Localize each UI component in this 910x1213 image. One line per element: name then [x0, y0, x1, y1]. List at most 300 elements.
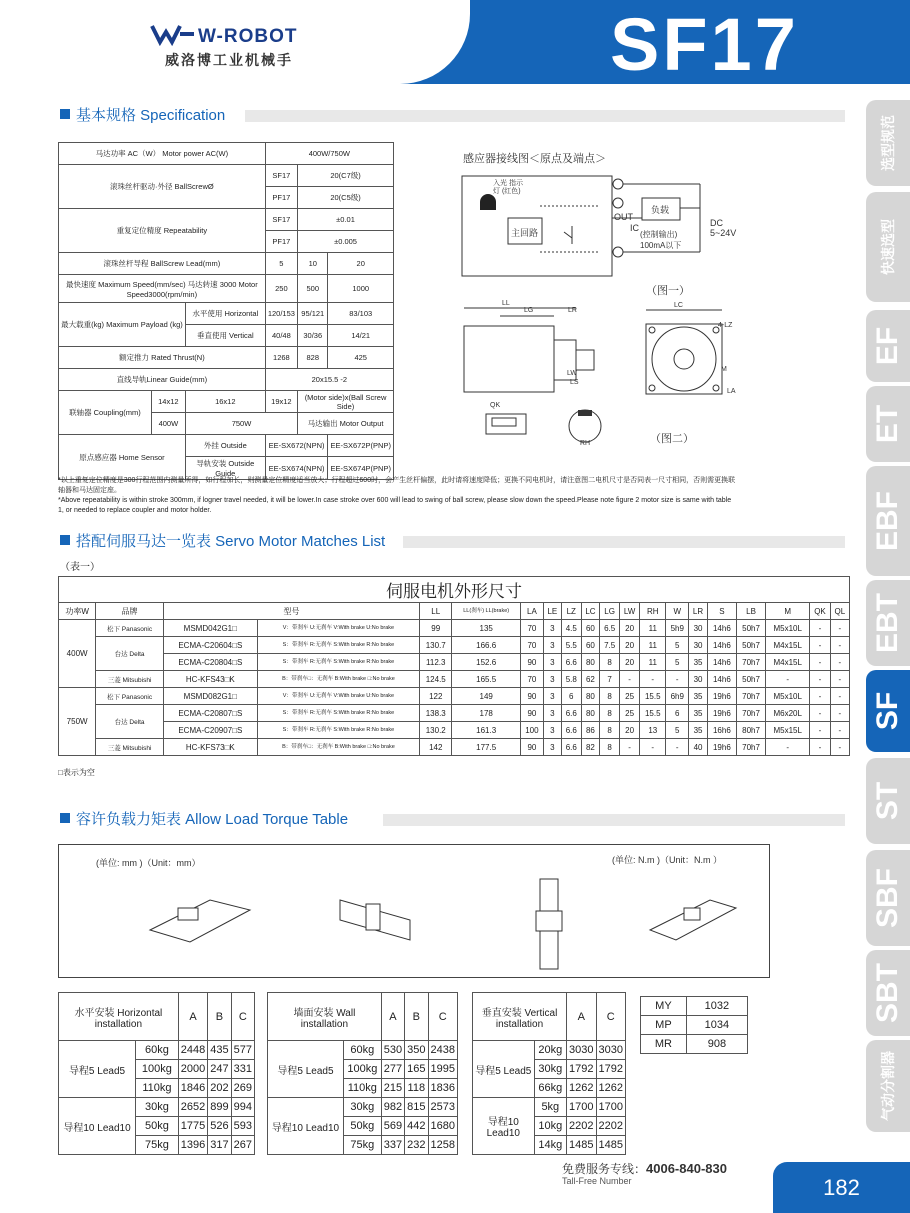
- servo-cell: S：带刹车 R:无刹车 S:With brake R:No brake: [257, 722, 419, 739]
- tab-sf[interactable]: SF: [866, 670, 910, 752]
- load-cell: 2202: [567, 1117, 596, 1136]
- load-cell: 1485: [596, 1136, 626, 1155]
- servo-cell: 60: [581, 620, 600, 637]
- load-cell: 10kg: [534, 1117, 566, 1136]
- load-cell: 1396: [178, 1136, 207, 1155]
- servo-cell: 5: [666, 654, 689, 671]
- load-cell: 350: [405, 1041, 428, 1060]
- servo-cell: V：带刹车 U:无刹车 V:With brake U:No brake: [257, 688, 419, 705]
- servo-cell: -: [830, 620, 849, 637]
- moment-table: [640, 996, 748, 1054]
- servo-row: [59, 637, 850, 654]
- servo-cell: 20: [620, 637, 640, 654]
- servo-cell: 70h7: [736, 705, 765, 722]
- servo-cell: ECMA-C20604□S: [163, 637, 257, 654]
- robot-logo-icon: [150, 22, 198, 46]
- servo-header-cell: LG: [600, 603, 620, 620]
- lead-label: 导程5 Lead5: [473, 1041, 535, 1098]
- vertical-mount-drawing: [520, 875, 580, 975]
- servo-cell: 5h9: [666, 620, 689, 637]
- moment-cell: 1032: [686, 997, 747, 1016]
- load-row: [59, 1041, 255, 1060]
- moment-cell: MP: [641, 1016, 687, 1035]
- load-cell: 994: [231, 1098, 254, 1117]
- servo-cell: 7.5: [600, 637, 620, 654]
- servo-cell: -: [830, 637, 849, 654]
- servo-cell: 149: [452, 688, 521, 705]
- servo-cell: 80: [581, 688, 600, 705]
- load-cell: 165: [405, 1060, 428, 1079]
- servo-cell: HC-KFS43□K: [163, 671, 257, 688]
- servo-cell: 82: [581, 739, 600, 756]
- servo-cell: 90: [520, 688, 543, 705]
- load-cell: 100kg: [343, 1060, 381, 1079]
- servo-cell: -: [830, 688, 849, 705]
- servo-cell: 台达 Delta: [96, 705, 164, 739]
- servo-cell: 400W: [59, 620, 96, 688]
- servo-cell: 6.6: [561, 722, 581, 739]
- servo-cell: 161.3: [452, 722, 521, 739]
- load-cell: 14kg: [534, 1136, 566, 1155]
- servo-cell: 130.7: [420, 637, 452, 654]
- horizontal-load-table: 水平安装 Horizontal installation A B C 导程5 Lead5 60kg 2448 435 577 100kg 2000 247 331 110kg 1846 202 269 导程10 Lead10 30kg 2652 899 994 50kg 1775 526 593 75kg 1396 317 267: [58, 992, 255, 1155]
- servo-cell: 35: [689, 654, 708, 671]
- load-cell: 50kg: [136, 1117, 179, 1136]
- servo-cell: 14h6: [707, 654, 736, 671]
- servo-cell: 80: [581, 705, 600, 722]
- tab-selection-spec[interactable]: 选型规范: [866, 100, 910, 186]
- servo-cell: 70h7: [736, 654, 765, 671]
- servo-cell: 5.8: [561, 671, 581, 688]
- servo-cell: 6.6: [561, 739, 581, 756]
- servo-cell: 100: [520, 722, 543, 739]
- logo-text: W-ROBOT: [198, 26, 298, 47]
- servo-cell: -: [620, 671, 640, 688]
- servo-cell: 16h6: [707, 722, 736, 739]
- servo-cell: 3: [543, 671, 561, 688]
- wall-mount-drawing: [330, 880, 430, 950]
- load-cell: 1792: [567, 1060, 596, 1079]
- moment-cell: 1034: [686, 1016, 747, 1035]
- servo-row: [59, 654, 850, 671]
- servo-cell: 5.5: [561, 637, 581, 654]
- servo-cell: 40: [689, 739, 708, 756]
- servo-cell: 松下 Panasonic: [96, 620, 164, 637]
- tab-et[interactable]: ET: [866, 386, 910, 462]
- load-row: [473, 1041, 626, 1060]
- load-cell: 526: [208, 1117, 231, 1136]
- servo-cell: 90: [520, 739, 543, 756]
- servo-cell: -: [830, 671, 849, 688]
- servo-cell: -: [766, 739, 810, 756]
- servo-cell: 6: [561, 688, 581, 705]
- lead-label: 导程5 Lead5: [59, 1041, 136, 1098]
- load-cell: 30kg: [136, 1098, 179, 1117]
- servo-cell: 3: [543, 688, 561, 705]
- servo-cell: 25: [620, 688, 640, 705]
- load-cell: 75kg: [343, 1136, 381, 1155]
- servo-cell: M6x20L: [766, 705, 810, 722]
- servo-header-cell: 品牌: [96, 603, 164, 620]
- servo-cell: -: [810, 688, 830, 705]
- load-cell: 247: [208, 1060, 231, 1079]
- servo-cell: 6.5: [600, 620, 620, 637]
- moment-row: [641, 997, 748, 1016]
- load-cell: 1485: [567, 1136, 596, 1155]
- servo-cell: 70h7: [736, 688, 765, 705]
- servo-cell: ECMA-C20807□S: [163, 705, 257, 722]
- servo-row: [59, 620, 850, 637]
- load-cell: 60kg: [343, 1041, 381, 1060]
- load-cell: 3030: [596, 1041, 626, 1060]
- servo-cell: M5x10L: [766, 688, 810, 705]
- notes: *以上重复定位精度是300行程范围内测量所得，如行程加长，则测量定位精度适当放大；行程超过600时，会产生丝杆偏摆，此时请将速度降低；更换不同电机时，请注意图二电机尺寸是否同表一尺寸相同，否则需更换联轴器和马达固定座。 *Above repeatability is within stroke 300mm, if logner travel needed, it will be lower.In case stroke over 600 will lead to swing of ball screw, please slow down the speed.Please note figure 2 motor size is same with table 1, or needed to replace coupler and motor holder.: [58, 477, 736, 514]
- section-bar: [383, 814, 845, 826]
- servo-cell: -: [810, 739, 830, 756]
- tab-ebt[interactable]: EBT: [866, 580, 910, 666]
- servo-row: [59, 688, 850, 705]
- load-cell: 100kg: [136, 1060, 179, 1079]
- servo-cell: 70h7: [736, 739, 765, 756]
- servo-cell: 8: [600, 722, 620, 739]
- load-cell: 331: [231, 1060, 254, 1079]
- load-cell: 1262: [596, 1079, 626, 1098]
- servo-cell: 135: [452, 620, 521, 637]
- servo-cell: 三菱 Mitsubishi: [96, 671, 164, 688]
- servo-cell: 3: [543, 705, 561, 722]
- servo-cell: B：带刹车□：无刹车 B:With brake □:No brake: [257, 739, 419, 756]
- servo-cell: 50h7: [736, 671, 765, 688]
- servo-cell: 11: [640, 654, 666, 671]
- load-cell: 2652: [178, 1098, 207, 1117]
- section-load-title: 容许负载力矩表 Allow Load Torque Table: [60, 809, 348, 827]
- servo-header-cell: LE: [543, 603, 561, 620]
- servo-cell: -: [810, 620, 830, 637]
- load-cell: 2000: [178, 1060, 207, 1079]
- page-number: 182: [773, 1162, 910, 1213]
- servo-cell: S：带刹车 R:无刹车 S:With brake R:No brake: [257, 637, 419, 654]
- servo-cell: -: [830, 705, 849, 722]
- servo-cell: 4.5: [561, 620, 581, 637]
- load-cell: 3030: [567, 1041, 596, 1060]
- load-cell: 215: [381, 1079, 404, 1098]
- servo-cell: 3: [543, 637, 561, 654]
- wall-load-table: 墙面安装 Wall installation A B C 导程5 Lead5 60kg 530 350 2438 100kg 277 165 1995 110kg 215 118 1836 导程10 Lead10 30kg 982 815 2573 50kg 569 442 1680 75kg 337 232 1258: [267, 992, 458, 1155]
- moment-cell: MR: [641, 1035, 687, 1054]
- moment-row: [641, 1035, 748, 1054]
- servo-cell: 178: [452, 705, 521, 722]
- load-row: [473, 1098, 626, 1117]
- servo-cell: -: [810, 671, 830, 688]
- servo-cell: 台达 Delta: [96, 637, 164, 671]
- servo-cell: -: [766, 671, 810, 688]
- load-row: [268, 1098, 458, 1117]
- servo-cell: MSMD082G1□: [163, 688, 257, 705]
- load-cell: 1680: [428, 1117, 458, 1136]
- spec-table: 马达功率 AC（W） Motor power AC(W) 400W/750W 滚珠丝杆驱动·外径 BallScrewØ SF17 20(C7级) PF17 20(C5级) 重复定位精度 Repeatability SF17 ±0.01 PF17 ±0.005 滚珠丝杆导程 BallScrew Lead(mm) 5 10 20 最快速度 Maximum Speed(mm/sec) 马达转速 3000 Motor Speed3000(rpm/min) 250 500 1000 最大载重(kg) Maximum Payload (kg) 水平使用 Horizontal 120/153 95/121 83/103 垂直使用 Vertical 40/48 30/36 14/21 额定推力 Rated Thrust(N) 1268 828 425 直线导轨Linear Guide(mm) 20x15.5 -2 联轴器 Coupling(mm) 14x12 16x12 19x12 (Motor side)x(Ball Screw Side) 400W 750W 马达输出 Motor Output 原点感应器 Home Sensor 外挂 Outside EE-SX672(NPN) EE-SX672P(PNP) 导轨安装 Outside Guide EE-SX674(NPN) EE-SX674P(PNP): [58, 142, 394, 480]
- servo-cell: 30: [689, 671, 708, 688]
- servo-cell: 13: [640, 722, 666, 739]
- load-cell: 1700: [596, 1098, 626, 1117]
- load-cell: 30kg: [534, 1060, 566, 1079]
- servo-cell: 20: [620, 620, 640, 637]
- load-cell: 442: [405, 1117, 428, 1136]
- load-cell: 1995: [428, 1060, 458, 1079]
- servo-row: [59, 705, 850, 722]
- tollfree-label: Tall-Free Number: [562, 1176, 632, 1186]
- load-cell: 2448: [178, 1041, 207, 1060]
- load-cell: 267: [231, 1136, 254, 1155]
- lead-label: 导程10 Lead10: [473, 1098, 535, 1155]
- servo-cell: 20: [620, 722, 640, 739]
- load-row: [59, 1098, 255, 1117]
- servo-cell: 70: [520, 637, 543, 654]
- section-bar: [245, 110, 845, 122]
- tab-pneumatic[interactable]: 气动分割器: [866, 1040, 910, 1132]
- servo-cell: ECMA-C20804□S: [163, 654, 257, 671]
- servo-cell: 8: [600, 654, 620, 671]
- servo-cell: -: [666, 671, 689, 688]
- servo-cell: 20: [620, 654, 640, 671]
- servo-cell: 112.3: [420, 654, 452, 671]
- servo-cell: 90: [520, 705, 543, 722]
- servo-cell: 138.3: [420, 705, 452, 722]
- servo-cell: 6: [666, 705, 689, 722]
- servo-cell: 35: [689, 688, 708, 705]
- load-cell: 1262: [567, 1079, 596, 1098]
- servo-header-cell: S: [707, 603, 736, 620]
- moment-cell: 908: [686, 1035, 747, 1054]
- lead-label: 导程10 Lead10: [59, 1098, 136, 1155]
- servo-cell: 3: [543, 654, 561, 671]
- servo-cell: 90: [520, 654, 543, 671]
- servo-cell: 166.6: [452, 637, 521, 654]
- servo-cell: 7: [600, 671, 620, 688]
- servo-motor-table: 伺服电机外形尺寸 功率W 品牌 型号 LL LL(刹车) LL(brake) LA LE LZ LC LG LW RH W LR S LB M QK QL 400W 松下 Panasonic MSMD042G1□ V：带刹车 U:无刹车 V:With brake U:No brake 99 135 70 3 4.5 60 6.5 20 11 5h9 30 14h6 50h7 M5x10L - - 台达 Delta ECMA-C20604□S S：带刹车 R:无刹车 S:With brake R:No brake 130.7 166.6 70 3 5.5 60 7.5 20 11 5 30 14h6 50h7 M4x15L - - ECMA-C20804□S S：带刹车 R:无刹车 S:With brake R:No brake 112.3 152.6 90 3 6.6 80 8 20 11 5 35 14h6 70h7 M4x15L - - 三菱 Mitsubishi HC-KFS43□K B：带刹车□：无刹车 B:With brake □:No brake 124.5 165.5 70 3 5.8 62 7 - - - 30 14h6 50h7 - - - 750W 松下 Panasonic MSMD082G1□ V：带刹车 U:无刹车 V:With brake U:No brake 122 149 90 3 6 80 8 25 15.5 6h9 35 19h6 70h7 M5x10L - - 台达 Delta ECMA-C20807□S S：带刹车 R:无刹车 S:With brake R:No brake 138.3 178 90 3 6.6 80 8 25 15.5 6 35 19h6 70h7 M6x20L - - ECMA-C20907□S S：带刹车 R:无刹车 S:With brake R:No brake 130.2 161.3 100 3 6.6 86 8 20 13 5 35 16h6 80h7 M5x15L - - 三菱 Mitsubishi HC-KFS73□K B：带刹车□：无刹车 B:With brake □:No brake 142 177.5 90 3 6.6 82 8 - - - 40 19h6 70h7 - - -: [58, 576, 850, 756]
- servo-cell: 14h6: [707, 671, 736, 688]
- load-cell: 1792: [596, 1060, 626, 1079]
- servo-cell: -: [810, 705, 830, 722]
- servo-cell: 8: [600, 705, 620, 722]
- servo-cell: 15.5: [640, 705, 666, 722]
- servo-cell: 62: [581, 671, 600, 688]
- servo-row: [59, 722, 850, 739]
- servo-cell: ECMA-C20907□S: [163, 722, 257, 739]
- servo-cell: 50h7: [736, 620, 765, 637]
- servo-cell: 177.5: [452, 739, 521, 756]
- horizontal-mount-drawing: [140, 880, 260, 950]
- load-cell: 60kg: [136, 1041, 179, 1060]
- moment-row: [641, 1016, 748, 1035]
- servo-cell: 25: [620, 705, 640, 722]
- load-cell: 75kg: [136, 1136, 179, 1155]
- load-cell: 118: [405, 1079, 428, 1098]
- servo-cell: -: [810, 637, 830, 654]
- servo-cell: -: [810, 654, 830, 671]
- servo-cell: 152.6: [452, 654, 521, 671]
- tab-st[interactable]: ST: [866, 758, 910, 844]
- servo-header-cell: W: [666, 603, 689, 620]
- tab-ef[interactable]: EF: [866, 310, 910, 382]
- load-cell: 1836: [428, 1079, 458, 1098]
- load-cell: 2573: [428, 1098, 458, 1117]
- servo-cell: 30: [689, 620, 708, 637]
- load-cell: 982: [381, 1098, 404, 1117]
- servo-cell: 70: [520, 671, 543, 688]
- servo-header-cell: LL: [420, 603, 452, 620]
- load-cell: 5kg: [534, 1098, 566, 1117]
- servo-header-cell: LL(刹车) LL(brake): [452, 603, 521, 620]
- servo-cell: S：带刹车 R:无刹车 S:With brake R:No brake: [257, 705, 419, 722]
- servo-header-cell: 功率W: [59, 603, 96, 620]
- moment-drawing: [640, 880, 740, 950]
- load-cell: 1700: [567, 1098, 596, 1117]
- servo-header-cell: LB: [736, 603, 765, 620]
- tab-sbt[interactable]: SBT: [866, 950, 910, 1036]
- load-cell: 577: [231, 1041, 254, 1060]
- load-cell: 66kg: [534, 1079, 566, 1098]
- servo-cell: 35: [689, 705, 708, 722]
- servo-cell: 5: [666, 722, 689, 739]
- load-cell: 530: [381, 1041, 404, 1060]
- lead-label: 导程10 Lead10: [268, 1098, 344, 1155]
- load-cell: 30kg: [343, 1098, 381, 1117]
- servo-cell: 50h7: [736, 637, 765, 654]
- servo-cell: 6h9: [666, 688, 689, 705]
- model-title: SF17: [610, 3, 799, 86]
- logo-cn: 威洛博工业机械手: [165, 52, 293, 68]
- servo-cell: 6.6: [561, 705, 581, 722]
- load-cell: 1846: [178, 1079, 207, 1098]
- servo-header-cell: LC: [581, 603, 600, 620]
- lead-label: 导程5 Lead5: [268, 1041, 344, 1098]
- servo-header-cell: QK: [810, 603, 830, 620]
- vertical-load-table: 垂直安装 Vertical installation A C 导程5 Lead5 20kg 3030 3030 30kg 1792 1792 66kg 1262 1262 导程10 Lead10 5kg 1700 1700 10kg 2202 2202 14kg 1485 1485: [472, 992, 626, 1155]
- servo-cell: 14h6: [707, 620, 736, 637]
- servo-cell: 80h7: [736, 722, 765, 739]
- servo-header-cell: LZ: [561, 603, 581, 620]
- servo-cell: 165.5: [452, 671, 521, 688]
- load-cell: 2202: [596, 1117, 626, 1136]
- servo-cell: -: [620, 739, 640, 756]
- motor-front-drawing: [630, 300, 750, 400]
- servo-cell: 122: [420, 688, 452, 705]
- servo-cell: 11: [640, 637, 666, 654]
- load-cell: 232: [405, 1136, 428, 1155]
- servo-cell: -: [830, 722, 849, 739]
- section-bar: [403, 536, 845, 548]
- servo-cell: 19h6: [707, 705, 736, 722]
- servo-cell: S：带刹车 R:无刹车 S:With brake R:No brake: [257, 654, 419, 671]
- servo-cell: 60: [581, 637, 600, 654]
- servo-cell: -: [640, 671, 666, 688]
- servo-row: [59, 739, 850, 756]
- servo-header-cell: RH: [640, 603, 666, 620]
- load-cell: 50kg: [343, 1117, 381, 1136]
- load-cell: 337: [381, 1136, 404, 1155]
- servo-cell: 30: [689, 637, 708, 654]
- servo-cell: M5x15L: [766, 722, 810, 739]
- servo-row: [59, 671, 850, 688]
- servo-header-cell: LR: [689, 603, 708, 620]
- servo-cell: V：带刹车 U:无刹车 V:With brake U:No brake: [257, 620, 419, 637]
- servo-cell: -: [666, 739, 689, 756]
- load-cell: 277: [381, 1060, 404, 1079]
- servo-cell: M4x15L: [766, 654, 810, 671]
- servo-cell: 8: [600, 739, 620, 756]
- load-cell: 20kg: [534, 1041, 566, 1060]
- load-cell: 110kg: [343, 1079, 381, 1098]
- section-spec-title: 基本规格 Specification: [60, 105, 225, 123]
- tab-ebf[interactable]: EBF: [866, 466, 910, 576]
- servo-cell: -: [640, 739, 666, 756]
- servo-cell: 5: [666, 637, 689, 654]
- servo-cell: 19h6: [707, 688, 736, 705]
- servo-cell: -: [830, 654, 849, 671]
- servo-cell: 99: [420, 620, 452, 637]
- servo-cell: M4x15L: [766, 637, 810, 654]
- load-cell: 317: [208, 1136, 231, 1155]
- servo-cell: 6.6: [561, 654, 581, 671]
- servo-cell: 86: [581, 722, 600, 739]
- servo-cell: 3: [543, 739, 561, 756]
- wiring-title: 感应器接线图＜原点及端点＞: [463, 153, 606, 165]
- servo-header-cell: 型号: [163, 603, 419, 620]
- servo-cell: 三菱 Mitsubishi: [96, 739, 164, 756]
- servo-cell: HC-KFS73□K: [163, 739, 257, 756]
- load-cell: 899: [208, 1098, 231, 1117]
- section-servo-title: 搭配伺服马达一览表 Servo Motor Matches List: [60, 531, 385, 549]
- servo-cell: 80: [581, 654, 600, 671]
- servo-cell: 3: [543, 620, 561, 637]
- load-cell: 202: [208, 1079, 231, 1098]
- load-cell: 435: [208, 1041, 231, 1060]
- tab-sbf[interactable]: SBF: [866, 850, 910, 946]
- servo-header-cell: M: [766, 603, 810, 620]
- servo-cell: 松下 Panasonic: [96, 688, 164, 705]
- servo-cell: B：带刹车□：无刹车 B:With brake □:No brake: [257, 671, 419, 688]
- servo-cell: 3: [543, 722, 561, 739]
- servo-cell: 35: [689, 722, 708, 739]
- servo-cell: 750W: [59, 688, 96, 756]
- servo-cell: 8: [600, 688, 620, 705]
- servo-header-cell: LA: [520, 603, 543, 620]
- servo-cell: 11: [640, 620, 666, 637]
- servo-cell: 70: [520, 620, 543, 637]
- load-cell: 593: [231, 1117, 254, 1136]
- load-cell: 269: [231, 1079, 254, 1098]
- servo-cell: 124.5: [420, 671, 452, 688]
- tab-quick-select[interactable]: 快速选型: [866, 192, 910, 302]
- load-cell: 1258: [428, 1136, 458, 1155]
- shaft-drawing: [480, 404, 620, 450]
- load-cell: 815: [405, 1098, 428, 1117]
- load-cell: 2438: [428, 1041, 458, 1060]
- servo-cell: 142: [420, 739, 452, 756]
- load-cell: 1775: [178, 1117, 207, 1136]
- load-row: [268, 1041, 458, 1060]
- servo-cell: 15.5: [640, 688, 666, 705]
- servo-header-cell: QL: [830, 603, 849, 620]
- servo-cell: 19h6: [707, 739, 736, 756]
- servo-header-cell: LW: [620, 603, 640, 620]
- load-cell: 110kg: [136, 1079, 179, 1098]
- servo-cell: M5x10L: [766, 620, 810, 637]
- hotline: 免费服务专线：4006-840-830: [562, 1161, 727, 1176]
- load-cell: 569: [381, 1117, 404, 1136]
- servo-cell: MSMD042G1□: [163, 620, 257, 637]
- moment-cell: MY: [641, 997, 687, 1016]
